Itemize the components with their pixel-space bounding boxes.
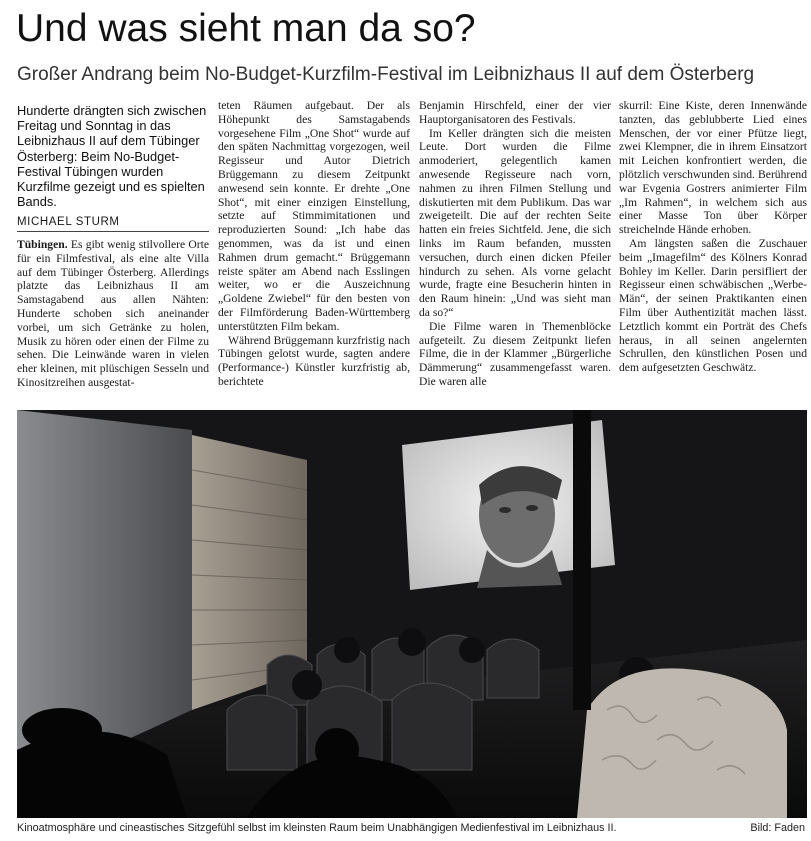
paragraph: Die Filme waren in Themenblöcke aufgeteilt. Zu diesem Zeitpunkt liefen Filme, die in der Klammer „Bürgerliche Dämmerung“ zusammengefasst waren. Die waren alle: [419, 319, 611, 388]
dateline: Tübingen.: [17, 238, 68, 251]
article-column-4: [619, 99, 807, 375]
pillar: [573, 410, 591, 710]
paragraph: Im Keller drängten sich die meisten Leute. Dort wurden die Filme anmoderiert, gelegentlich kamen anwesende Regisseure nach vorn, nahmen zu ihren Filmen Stellung und diskutierten mit dem Publikum. Das war zweigeteilt. Die auf der rechten Seite hatten ein freies Sichtfeld. Jene, die sich links im Raum befanden, mussten versuchen, durch einen dicken Pfeiler hindurch zu sehen. Als vorne gelacht wurde, fragte eine Besucherin hinten in den Raum hinein: „Und was sieht man da so?“: [419, 126, 611, 319]
teaser-text: Hunderte drängten sich zwischen Freitag und Sonntag in das Leibnizhaus II auf dem Tübinger Österberg: Beim No-Budget-Festival Tübingen wurden Kurzfilme gezeigt und es spielten Bands.: [17, 103, 207, 210]
patterned-armchair: [577, 668, 787, 818]
byline: MICHAEL STURM: [17, 216, 209, 232]
paragraph: Am längsten saßen die Zuschauer beim „Imagefilm“ des Kölners Konrad Bohley im Keller. Darin persifliert der Regisseur einen schwäbischen „Werbe-Män“, der seinen Praktikanten einen Film über Authentizität machen lässt. Letztlich kommt ein Porträt des Chefs heraus, in all seinen angelernten Schrullen, den künstlichen Posen und dem aufgesetzten Geschwätz.: [619, 236, 807, 375]
paragraph: [17, 238, 209, 390]
subheadline: Großer Andrang beim No-Budget-Kurzfilm-Festival im Leibnizhaus II auf dem Österberg: [17, 64, 755, 85]
article-column-2: [218, 99, 410, 389]
paragraph: teten Räumen aufgebaut. Der als Höhepunkt des Samstagabends vorgesehene Film „One Shot“ wurde auf den späten Nachmittag vorgezogen, weil Regisseur und Autor Dietrich Brüggemann zu diesem Zeitpunkt anwesend sein konnte. Er drehte „One Shot“, mit einer einzigen Einstellung, setzte auf Stimmimitationen und reproduzierten Sound: „Ich habe das genommen, was da ist und einen Rahmen drum gemacht.“ Brüggemann reiste später am Abend nach Esslingen weiter, wo er die Auszeichnung „Goldene Zwiebel“ für den besten von der Filmförderung Baden-Württemberg unterstützten Film bekam.: [218, 99, 410, 333]
paragraph: Benjamin Hirschfeld, einer der vier Hauptorganisatoren des Festivals.: [419, 99, 611, 126]
cinema-room-illustration: [17, 410, 807, 818]
paragraph: skurril: Eine Kiste, deren Innenwände tanzten, das geblubberte Lied eines Menschen, der vor einer Pfütze liegt, zwei Klempner, die in ihrem Einsatzort mit Leichen konfrontiert werden, die plötzlich verschwunden sind. Berührend war Evgenia Gostrers animierter Film „Im Rahmen“, in welchem sich aus einer Masse Ton über Körper streichelnde Hände erhoben.: [619, 99, 807, 237]
article-column-1: [17, 238, 209, 390]
paragraph: Während Brüggemann kurzfristig nach Tübingen gelotst wurde, sagten andere (Performance-) Künstler kurzfristig ab, berichtete: [218, 333, 410, 388]
paragraph-text: Es gibt wenig stilvollere Orte für ein Filmfestival, als eine alte Villa auf dem Tübinger Österberg. Allerdings platzte das Leibnizhaus II am Samstagabend aus allen Nähten: Hunderte schoben sich aneinander vorbei, um sich Getränke zu holen, Musik zu hören oder einen der Filme zu sehen. Die Leinwände waren in vielen eher kleinen, mit plüschigen Sesseln und Kinositzreihen ausgestat-: [17, 238, 209, 389]
photo-caption: Kinoatmosphäre und cineastisches Sitzgefühl selbst im kleinsten Raum beim Unabhängigen Medienfestival im Leibnizhaus II.: [17, 822, 617, 834]
photo-credit: Bild: Faden: [750, 822, 805, 834]
article-photo: [17, 410, 807, 818]
article-column-3: [419, 99, 611, 389]
face-on-screen: [477, 466, 562, 588]
headline: Und was sieht man da so?: [16, 7, 476, 50]
